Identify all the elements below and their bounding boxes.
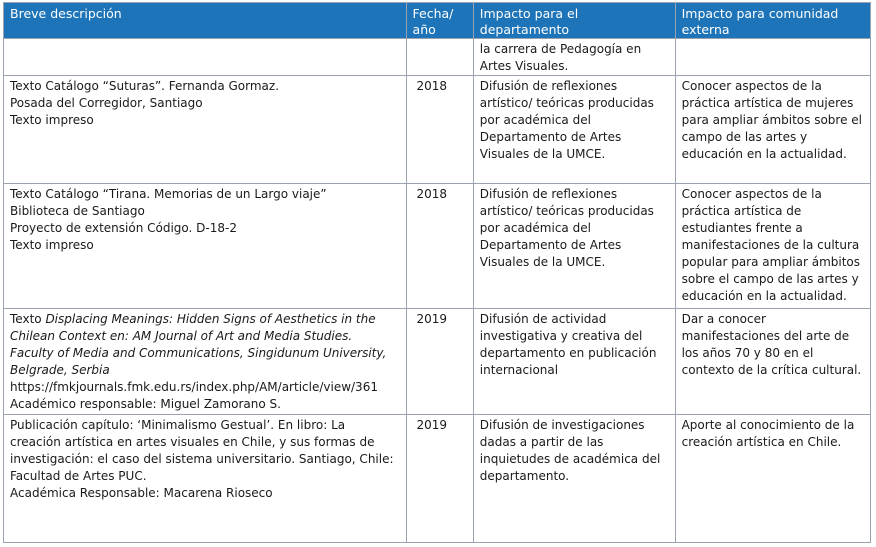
table-row bbox=[4, 415, 871, 543]
row1-desc-cell bbox=[4, 76, 407, 184]
row4-desc-responsible: Académica Responsable: Macarena Rioseco bbox=[10, 486, 273, 500]
row2-desc-line: Biblioteca de Santiago bbox=[10, 204, 145, 218]
row2-desc-cell bbox=[4, 184, 407, 309]
row1-desc-line: Posada del Corregidor, Santiago bbox=[10, 96, 203, 110]
table-row bbox=[4, 39, 871, 76]
row3-dept-impact: Difusión de actividad investigativa y creativa del departamento en publicación internacional bbox=[473, 309, 675, 415]
row0-year-cell bbox=[406, 39, 473, 76]
header-breve-descripcion: Breve descripción bbox=[4, 3, 407, 39]
table-row bbox=[4, 184, 871, 309]
header-impacto-departamento: Impacto para el departamento bbox=[473, 3, 675, 39]
row2-desc-line: Texto impreso bbox=[10, 238, 94, 252]
table-row bbox=[4, 309, 871, 415]
row1-desc-line: Texto Catálogo “Suturas”. Fernanda Gormaz. bbox=[10, 79, 280, 93]
activities-table bbox=[3, 2, 871, 543]
row0-desc-cell bbox=[4, 39, 407, 76]
row3-ext-impact: Dar a conocer manifestaciones del arte de los años 70 y 80 en el contexto de la crítica cultural. bbox=[675, 309, 870, 415]
row4-desc-main: Publicación capítulo: ‘Minimalismo Gestual’. En libro: La creación artística en artes visuales en Chile, y sus formas de investigación: el caso del sistema universitario. Santiago, Chile: Facultad de Artes PUC. bbox=[10, 418, 394, 483]
row4-dept-impact: Difusión de investigaciones dadas a partir de las inquietudes de académica del departamento. bbox=[473, 415, 675, 543]
row4-desc-cell bbox=[4, 415, 407, 543]
row3-desc-url: https://fmkjournals.fmk.edu.rs/index.php/AM/article/view/361 bbox=[10, 380, 378, 394]
row2-year: 2018 bbox=[406, 184, 473, 309]
row1-desc-line: Texto impreso bbox=[10, 113, 94, 127]
row0-ext-impact bbox=[675, 39, 870, 76]
row3-desc-prefix: Texto bbox=[10, 312, 46, 326]
row1-year: 2018 bbox=[406, 76, 473, 184]
header-fecha-ano: Fecha/ año bbox=[406, 3, 473, 39]
row3-desc-title: Displacing Meanings: Hidden Signs of Aesthetics in the Chilean Context en: AM Journal of Art and Media Studies. Faculty of Media and Communications, Singidunum University, Belgrade, Serbia bbox=[10, 312, 387, 377]
table-header-row bbox=[4, 3, 871, 39]
row2-ext-impact: Conocer aspectos de la práctica artística de estudiantes frente a manifestaciones de la cultura popular para ampliar ámbitos sobre el campo de las artes y educación en la actualidad. bbox=[675, 184, 870, 309]
row3-year: 2019 bbox=[406, 309, 473, 415]
row1-dept-impact: Difusión de reflexiones artístico/ teóricas producidas por académica del Departamento de Artes Visuales de la UMCE. bbox=[473, 76, 675, 184]
row4-ext-impact: Aporte al conocimiento de la creación artística en Chile. bbox=[675, 415, 870, 543]
row1-ext-impact: Conocer aspectos de la práctica artística de mujeres para ampliar ámbitos sobre el campo de las artes y educación en la actualidad. bbox=[675, 76, 870, 184]
table-row bbox=[4, 76, 871, 184]
header-impacto-comunidad: Impacto para comunidad externa bbox=[675, 3, 870, 39]
row3-desc-responsible: Académico responsable: Miguel Zamorano S. bbox=[10, 397, 281, 411]
row4-year: 2019 bbox=[406, 415, 473, 543]
row2-desc-line: Texto Catálogo “Tirana. Memorias de un Largo viaje” bbox=[10, 187, 327, 201]
row2-dept-impact: Difusión de reflexiones artístico/ teóricas producidas por académica del Departamento de Artes Visuales de la UMCE. bbox=[473, 184, 675, 309]
row0-dept-impact: la carrera de Pedagogía en Artes Visuales. bbox=[473, 39, 675, 76]
row3-desc-cell bbox=[4, 309, 407, 415]
row2-desc-line: Proyecto de extensión Código. D-18-2 bbox=[10, 221, 237, 235]
